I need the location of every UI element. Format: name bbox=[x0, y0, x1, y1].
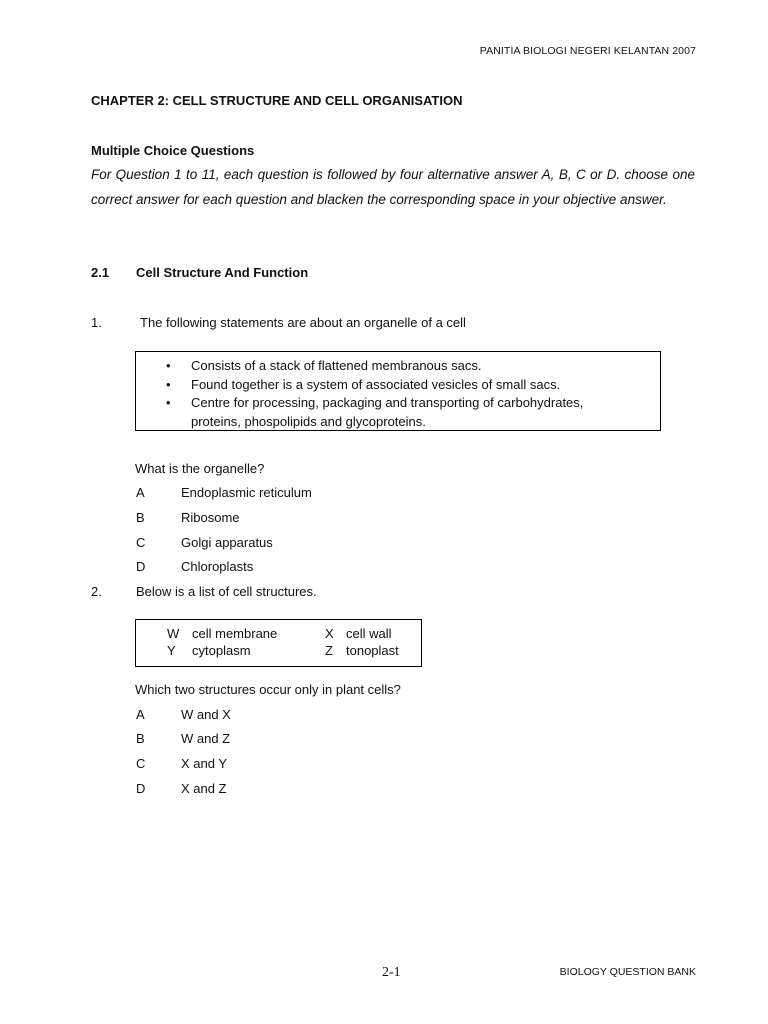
structure-letter: W bbox=[167, 626, 180, 641]
section-number: 2.1 bbox=[91, 265, 110, 280]
bullet-icon: • bbox=[166, 376, 171, 392]
structure-name: cytoplasm bbox=[192, 643, 251, 658]
option-text-b: Ribosome bbox=[181, 510, 240, 525]
running-header: PANITIA BIOLOGI NEGERI KELANTAN 2007 bbox=[479, 45, 696, 57]
option-letter-b: B bbox=[136, 731, 145, 746]
section-heading-mcq: Multiple Choice Questions bbox=[91, 143, 255, 158]
statement-list bbox=[166, 357, 636, 431]
question-1-prompt: What is the organelle? bbox=[135, 461, 265, 476]
question-2-prompt: Which two structures occur only in plant cells? bbox=[135, 682, 401, 697]
question-2-number: 2. bbox=[91, 584, 102, 599]
structure-name: tonoplast bbox=[346, 643, 399, 658]
option-text-c: Golgi apparatus bbox=[181, 535, 273, 550]
statement-item: • Centre for processing, packaging and transporting of carbohydrates, proteins, phospolipids and glycoproteins. bbox=[166, 395, 584, 429]
statements-box bbox=[135, 351, 661, 431]
question-2-text: Below is a list of cell structures. bbox=[136, 584, 317, 599]
chapter-title: CHAPTER 2: CELL STRUCTURE AND CELL ORGANISATION bbox=[91, 93, 463, 108]
option-text-a: Endoplasmic reticulum bbox=[181, 485, 312, 500]
structure-letter: Y bbox=[167, 643, 176, 658]
running-footer: BIOLOGY QUESTION BANK bbox=[559, 966, 696, 978]
option-letter-b: B bbox=[136, 510, 145, 525]
question-1-number: 1. bbox=[91, 315, 102, 330]
structure-name: cell membrane bbox=[192, 626, 278, 641]
bullet-icon: • bbox=[166, 358, 171, 373]
page-number: 2-1 bbox=[382, 965, 401, 980]
structure-letter: X bbox=[325, 626, 334, 641]
option-text-a: W and X bbox=[181, 707, 231, 722]
option-letter-c: C bbox=[136, 756, 146, 771]
option-text-d: X and Z bbox=[181, 781, 227, 796]
option-letter-d: D bbox=[136, 781, 146, 796]
bullet-icon: • bbox=[166, 395, 171, 410]
option-letter-d: D bbox=[136, 559, 146, 574]
statement-item: • Found together is a system of associated vesicles of small sacs. bbox=[166, 376, 636, 395]
statement-item: • Consists of a stack of flattened membranous sacs. bbox=[166, 357, 636, 376]
option-text-b: W and Z bbox=[181, 731, 231, 746]
structure-letter: Z bbox=[325, 643, 333, 658]
structures-box bbox=[135, 619, 422, 667]
option-text-d: Chloroplasts bbox=[181, 559, 254, 574]
instructions-paragraph: For Question 1 to 11, each question is followed by four alternative answer A, B, C or D. choose one correct answer for each question and blacken the corresponding space in your objective answer. bbox=[91, 167, 695, 207]
option-text-c: X and Y bbox=[181, 756, 228, 771]
option-letter-a: A bbox=[136, 707, 145, 722]
option-letter-c: C bbox=[136, 535, 146, 550]
structure-name: cell wall bbox=[346, 626, 392, 641]
option-letter-a: A bbox=[136, 485, 145, 500]
question-1-text: The following statements are about an organelle of a cell bbox=[140, 315, 466, 330]
section-title: Cell Structure And Function bbox=[136, 265, 309, 280]
